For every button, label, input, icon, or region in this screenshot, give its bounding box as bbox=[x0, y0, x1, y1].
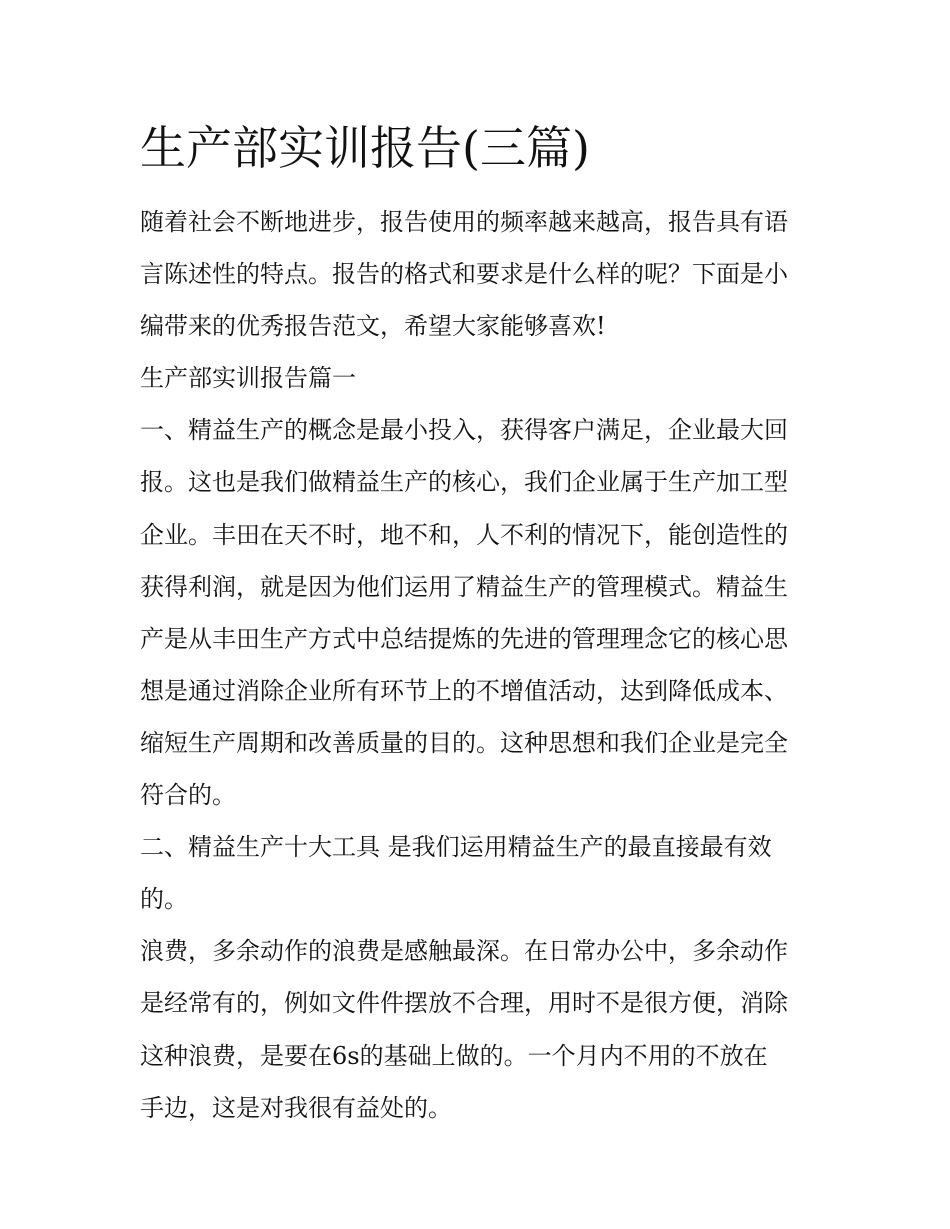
text-line: 符合的。 bbox=[140, 781, 236, 810]
text-line: 想是通过消除企业所有环节上的不增值活动，达到降低成本、 bbox=[140, 676, 788, 705]
text-line: 编带来的优秀报告范文，希望大家能够喜欢! bbox=[140, 312, 606, 341]
text-line: 二、精益生产十大工具 是我们运用精益生产的最直接最有效 bbox=[140, 833, 772, 862]
text-body bbox=[140, 196, 820, 1134]
text-line: 的。 bbox=[140, 885, 188, 914]
page-title: 生产部实训报告(三篇) bbox=[140, 121, 590, 175]
text-line: 报。这也是我们做精益生产的核心，我们企业属于生产加工型 bbox=[140, 468, 788, 497]
text-line: 言陈述性的特点。报告的格式和要求是什么样的呢？下面是小 bbox=[140, 260, 788, 289]
text-line: 是经常有的，例如文件件摆放不合理，用时不是很方便，消除 bbox=[140, 989, 788, 1018]
text-line: 浪费，多余动作的浪费是感触最深。在日常办公中，多余动作 bbox=[140, 937, 788, 966]
text-line: 随着社会不断地进步，报告使用的频率越来越高，报告具有语 bbox=[140, 208, 788, 236]
text-line: 这种浪费，是要在6s的基础上做的。一个月内不用的不放在 bbox=[140, 1041, 768, 1070]
text-line: 获得利润，就是因为他们运用了精益生产的管理模式。精益生 bbox=[140, 572, 788, 601]
text-line: 企业。丰田在天不时，地不和，人不利的情况下，能创造性的 bbox=[140, 520, 788, 549]
section-heading: 生产部实训报告篇一 bbox=[140, 364, 356, 393]
text-line: 缩短生产周期和改善质量的目的。这种思想和我们企业是完全 bbox=[140, 728, 788, 757]
text-line: 一、精益生产的概念是最小投入，获得客户满足，企业最大回 bbox=[140, 416, 788, 445]
document-body bbox=[140, 118, 820, 1134]
text-line: 手边，这是对我很有益处的。 bbox=[140, 1093, 452, 1122]
text-line: 产是从丰田生产方式中总结提炼的先进的管理理念它的核心思 bbox=[140, 624, 788, 653]
